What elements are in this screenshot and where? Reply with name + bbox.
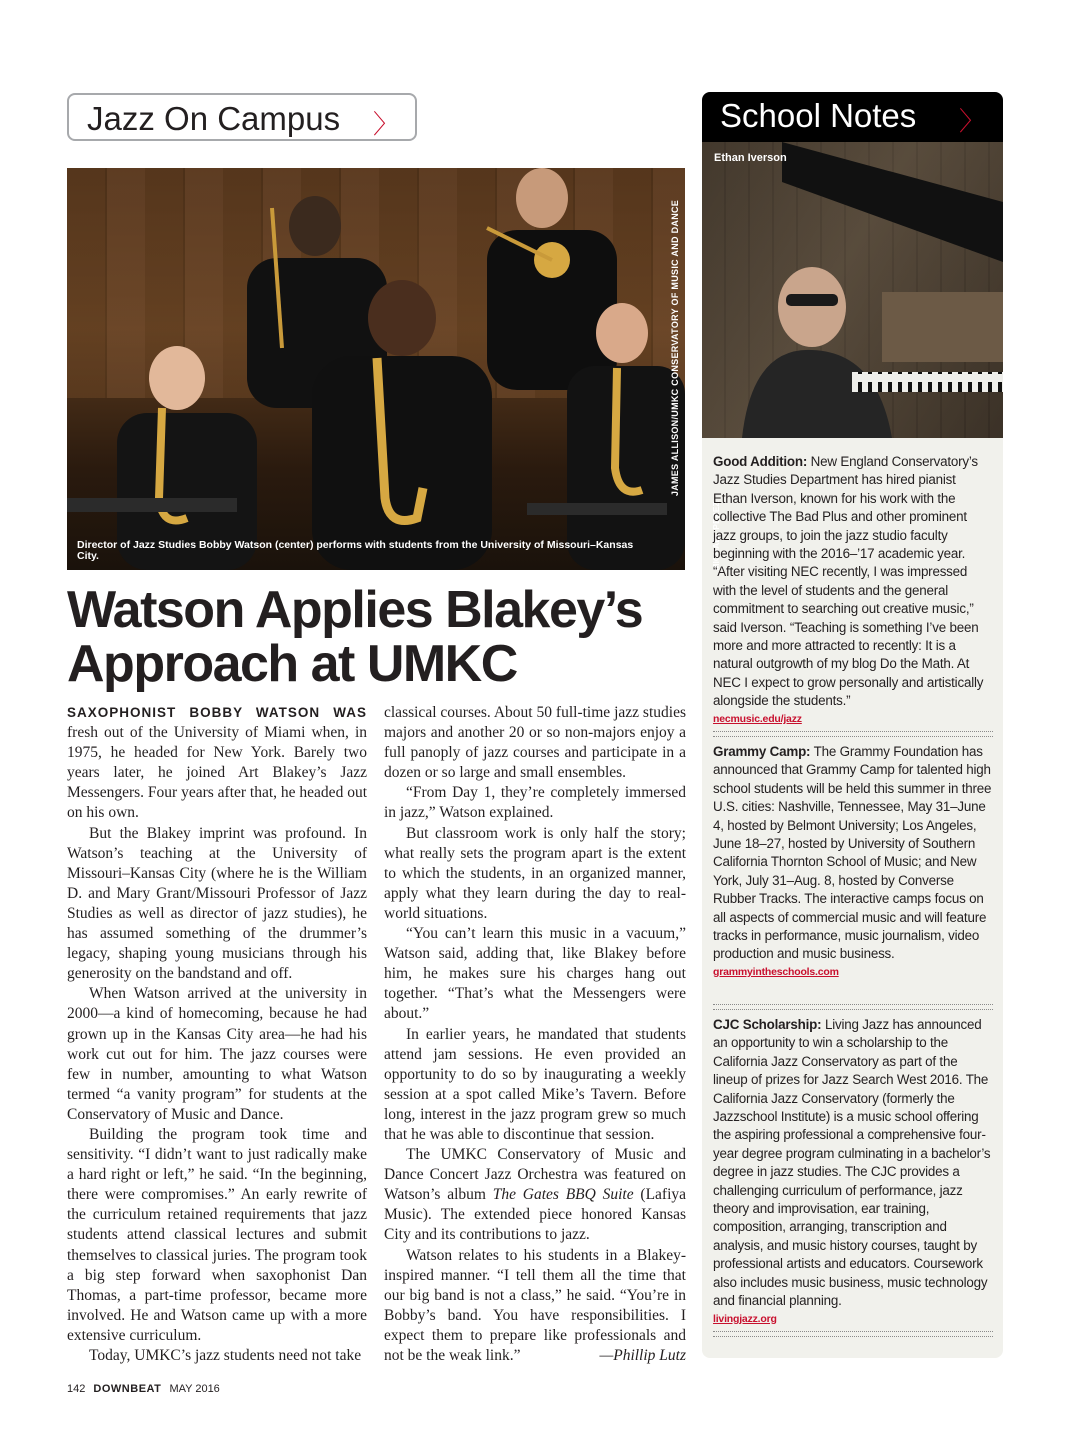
section-header-jazz-on-campus — [67, 93, 417, 141]
article-column-2 — [384, 703, 686, 1366]
article-column-1 — [67, 703, 367, 1366]
lead-in: SAXOPHONIST BOBBY WATSON WAS — [67, 705, 367, 720]
article-headline: Watson Applies Blakey’s Approach at UMKC — [67, 581, 643, 693]
note-divider — [713, 1004, 993, 1010]
note-link[interactable]: livingjazz.org — [713, 1312, 777, 1325]
band-illustration — [67, 168, 685, 570]
byline: —Phillip Lutz — [599, 1347, 686, 1364]
photo-subject-label: Ethan Iverson — [714, 152, 787, 164]
page-folio — [67, 1383, 220, 1395]
chevron-right-icon: 〉 — [958, 107, 985, 137]
pianist-illustration — [702, 142, 1003, 438]
note-heading: CJC Scholarship: — [713, 1017, 822, 1032]
issue-date: MAY 2016 — [169, 1383, 220, 1395]
note-divider — [713, 731, 993, 737]
article-paragraph: The UMKC Conservatory of Music and Dance Concert Jazz Orchestra was featured on Watson’s album The Gates BBQ Suite (Lafiya Music). The extended piece honored Kansas City and its contributions to jazz. — [384, 1146, 687, 1244]
article-paragraph: But classroom work is only half the story; what really sets the program apart is the extent to which the students, in an organized manner, apply what they learn during the day to real-world situations. — [384, 824, 686, 922]
photo-credit: JAMES ALLISON/UMKC CONSERVATORY OF MUSIC AND DANCE — [670, 199, 680, 497]
section-title: School Notes — [720, 97, 917, 134]
article-paragraph: classical courses. About 50 full-time jazz studies majors and another 20 or so non-majors enjoy a full panoply of jazz courses and participate in a dozen or so large and small ensembles. — [384, 704, 686, 782]
section-header-school-notes — [702, 92, 1003, 142]
note-link[interactable]: necmusic.edu/jazz — [713, 712, 802, 725]
article-paragraph: “You can’t learn this music in a vacuum,” Watson said, adding that, like Blakey before him, he makes sure his charges hang out together. “That’s what the Messengers were about.” — [384, 925, 686, 1023]
note-body: The Grammy Foundation has announced that Grammy Camp for talented high school students will be held this summer in three U.S. cities: Nashville, Tennessee, May 31–June 4, hosted by Belmont University; Los Angeles, June 18–27, hosted by University of Southern California Thornton School of Music; and New York, July 31–Aug. 8, hosted by Converse Rubber Tracks. The interactive camps focus on all aspects of commercial music and will feature tracks in performance, music journalism, video production and music business. — [713, 744, 992, 962]
photo-credit: MICHAEL PEREZ — [711, 501, 721, 571]
album-title: The Gates BBQ Suite — [492, 1186, 634, 1204]
note-body: New England Conservatory’s Jazz Studies Department has hired pianist Ethan Iverson, known for his work with the collective The Bad Plus and other prominent jazz groups, to join the jazz studio faculty beginning with the 2016–’17 academic year. “After visiting NEC recently, I was impressed with the level of students and the general commitment to searching out creative music,” said Iverson. “Teaching is something I’ve been more and more attracted to recently: It is a natural outgrowth of my blog Do the Math. At NEC I expect to grow personally and artistically alongside the students.” — [713, 454, 984, 709]
article-paragraph: But the Blakey imprint was profound. In Watson’s teaching at the University of Missouri–Kansas City (where he is the William D. and Mary Grant/Missouri Professor of Jazz Studies as well as director of jazz studies), he has assumed something of the drummer’s legacy, shaping young musicians through his generosity on the bandstand and off. — [67, 824, 367, 983]
note-divider — [713, 1331, 993, 1337]
school-note — [713, 1016, 993, 1327]
article-paragraph: SAXOPHONIST BOBBY WATSON WAS fresh out of the University of Miami when, in 1975, he headed for New York. Barely two years later, he joined Art Blakey’s Jazz Messengers. Four years after that, he headed out on his own. — [67, 705, 367, 822]
section-title: Jazz On Campus — [87, 100, 341, 137]
note-body: Living Jazz has announced an opportunity to win a scholarship to the California Jazz Conservatory as part of the lineup of prizes for Jazz Search West 2016. The California Jazz Conservatory (formerly the Jazzschool Institute) is a music school offering the aspiring professional a comprehensive four-year degree program culminating in a bachelor’s degree in jazz studies. The CJC provides a challenging curriculum of performance, jazz theory and improvisation, ear training, composition, arranging, transcription and analysis, and music history courses, taught by professional artists and educators. Coursework also includes music business, music technology and financial planning. — [713, 1017, 991, 1309]
article-paragraph: In earlier years, he mandated that students attend jam sessions. He even provided an opportunity to do so by inaugurating a weekly session at a spot called Mike’s Tavern. Before long, interest in the jazz program grew so much that he was able to discontinue that session. — [384, 1025, 686, 1143]
article-paragraph: Building the program took time and sensitivity. “I didn’t want to just radically make a hard right or left,” he said. “In the beginning, there were compromises.” An early rewrite of the curriculum retained requirements that jazz students attend classical lectures and submit themselves to classical juries. The program took a big step forward when saxophonist Dan Thomas, a part-time professor, became more involved. He and Watson came up with a more extensive curriculum. — [67, 1125, 367, 1344]
article-paragraph: “From Day 1, they’re completely immersed in jazz,” Watson explained. — [384, 784, 686, 822]
note-link[interactable]: grammyintheschools.com — [713, 965, 839, 978]
school-note — [713, 743, 993, 980]
article-paragraph: Watson relates to his students in a Blakey-inspired manner. “I tell them all the time that our big band is not a class,” he said. “You’re in Bobby’s band. You have responsibilities. I expect them to prepare like professionals and not be the weak link.” —Phillip Lutz — [384, 1246, 686, 1367]
magazine-name: DOWNBEAT — [93, 1383, 162, 1395]
photo-caption: Director of Jazz Studies Bobby Watson (center) performs with students from the University of Missouri–Kansas City. — [77, 539, 634, 562]
school-note — [713, 453, 993, 727]
article-paragraph: When Watson arrived at the university in 2000—a kind of homecoming, because he had grown up in the Kansas City area—he had his work cut out for him. The jazz courses were few in number, amounting to what Watson termed “a vanity program” for students at the Conservatory of Music and Dance. — [67, 985, 367, 1123]
page-number: 142 — [67, 1383, 86, 1395]
chevron-right-icon: 〉 — [372, 110, 399, 140]
article-paragraph: Today, UMKC’s jazz students need not take — [89, 1347, 362, 1364]
main-photo — [67, 168, 685, 570]
note-heading: Good Addition: — [713, 454, 808, 469]
note-heading: Grammy Camp: — [713, 744, 811, 759]
